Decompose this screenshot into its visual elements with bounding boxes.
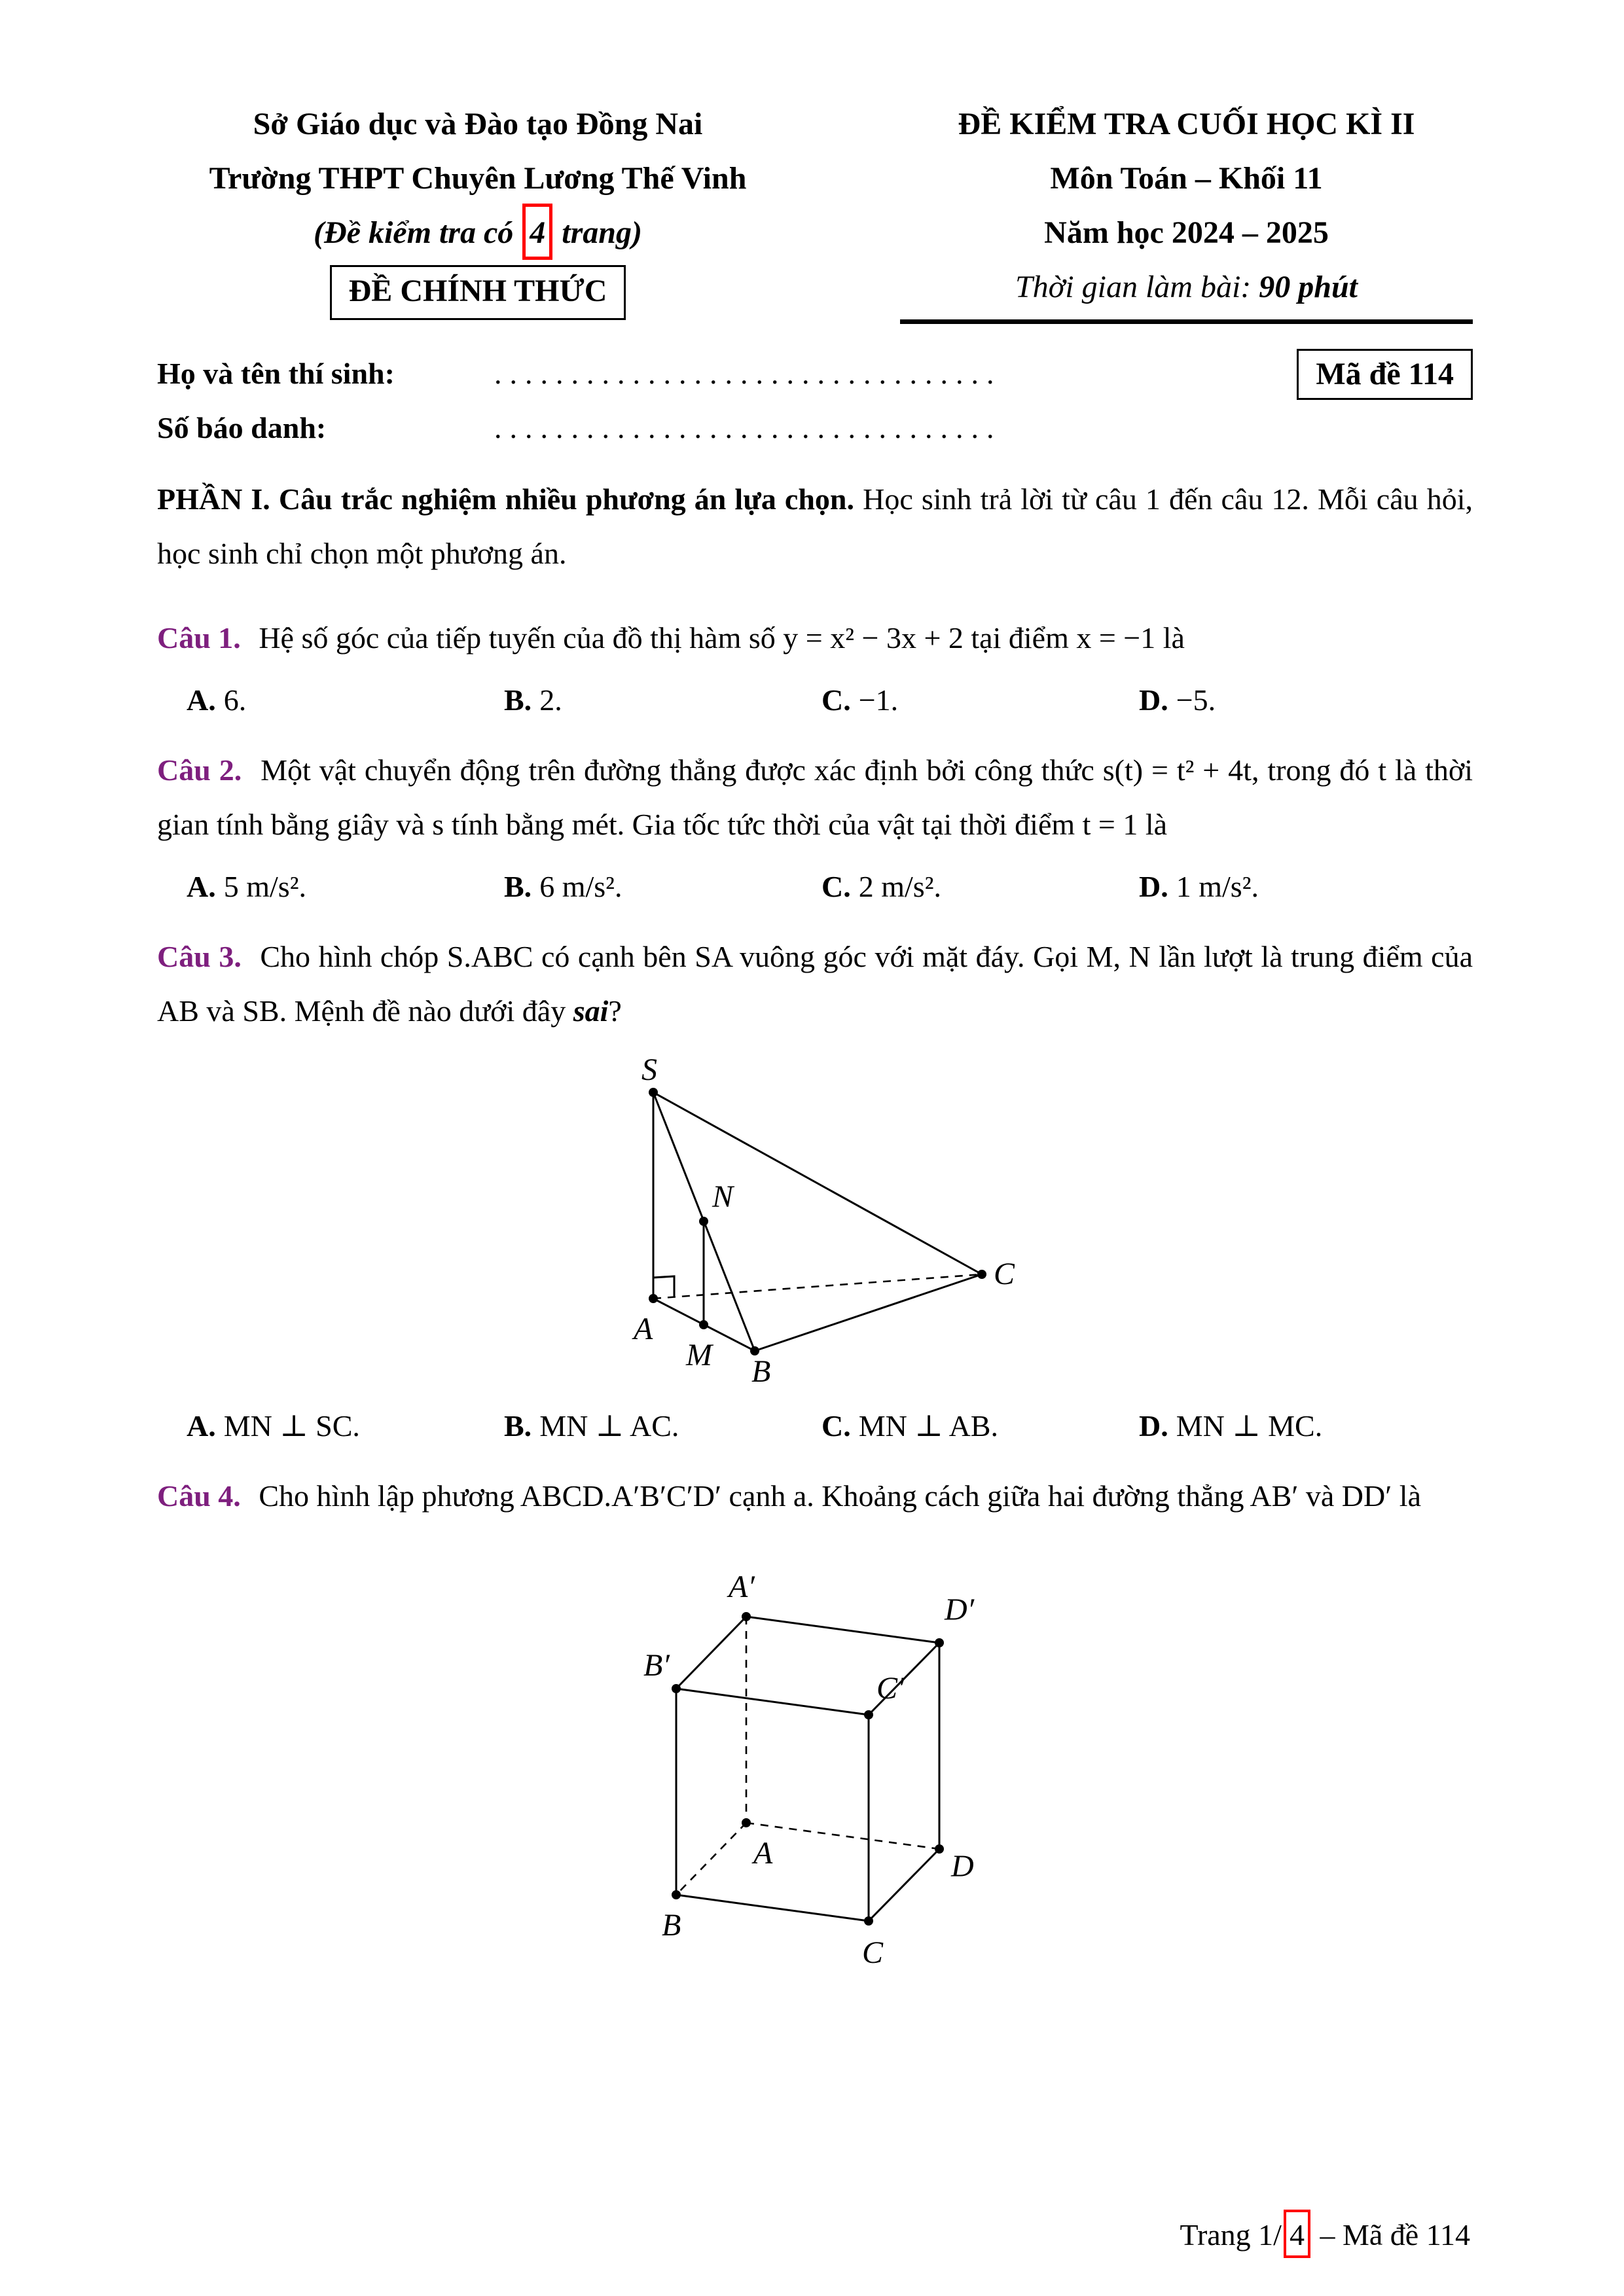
option-b: B. 6 m/s². bbox=[504, 870, 623, 903]
question-1-text: Câu 1. Hệ số góc của tiếp tuyến của đồ thị hàm số y = x² − 3x + 2 tại điểm x = −1 là bbox=[157, 621, 1185, 655]
option-a: A. 5 m/s². bbox=[187, 870, 306, 903]
pyramid-label-N: N bbox=[712, 1179, 734, 1214]
question-1 bbox=[157, 611, 1473, 727]
student-id-row bbox=[157, 401, 1473, 455]
subject-grade: Môn Toán – Khối 11 bbox=[1050, 161, 1323, 196]
student-id-fill-line: ................................. bbox=[494, 411, 1002, 444]
header-rule bbox=[900, 319, 1473, 324]
question-1-number: Câu 1. bbox=[157, 621, 241, 655]
student-id-label: Số báo danh: bbox=[157, 411, 327, 444]
header bbox=[157, 97, 1473, 324]
official-exam-box: ĐỀ CHÍNH THỨC bbox=[330, 265, 626, 320]
question-2-text: Câu 2. Một vật chuyển động trên đường thẳng được xác định bởi công thức s(t) = t² + 4t, trong đó t là thời gian tính bằng giây và s tính bằng mét. Gia tốc tức thời của vật tại thời điểm t = 1 là bbox=[157, 753, 1473, 841]
student-name-row bbox=[157, 346, 1473, 401]
page-count-highlight: 4 bbox=[522, 204, 552, 260]
option-c: C. MN ⊥ AB. bbox=[821, 1409, 998, 1443]
pyramid-label-S: S bbox=[641, 1056, 657, 1087]
header-left bbox=[157, 97, 799, 320]
cube-label-B: B bbox=[662, 1908, 681, 1943]
cube-label-A: A bbox=[753, 1836, 773, 1871]
department-name: Sở Giáo dục và Đào tạo Đồng Nai bbox=[253, 107, 703, 141]
student-name-fill-line: ................................. bbox=[494, 357, 1002, 390]
cube-label-D-prime: D′ bbox=[945, 1592, 975, 1627]
pyramid-svg bbox=[615, 1056, 1015, 1384]
question-4-number: Câu 4. bbox=[157, 1479, 241, 1513]
pyramid-label-B: B bbox=[751, 1354, 771, 1384]
question-4 bbox=[157, 1469, 1473, 1974]
pyramid-label-A: A bbox=[634, 1312, 653, 1346]
part1-heading: PHẦN I. Câu trắc nghiệm nhiều phương án lựa chọn. Học sinh trả lời từ câu 1 đến câu 12. Mỗi câu hỏi, học sinh chỉ chọn một phương án. bbox=[157, 482, 1473, 570]
question-4-text: Câu 4. Cho hình lập phương ABCD.A′B′C′D′ cạnh a. Khoảng cách giữa hai đường thẳng AB′ và DD′ là bbox=[157, 1479, 1422, 1513]
school-name: Trường THPT Chuyên Lương Thế Vinh bbox=[209, 161, 747, 196]
page-footer: Trang 1/ 4 – Mã đề 114 bbox=[1180, 2219, 1470, 2250]
question-2-options bbox=[157, 859, 1473, 914]
page-count-note: (Đề kiểm tra có 4 trang) bbox=[157, 206, 799, 260]
option-a: A. 6. bbox=[187, 683, 247, 717]
cube-label-B-prime: B′ bbox=[643, 1648, 670, 1683]
question-3 bbox=[157, 929, 1473, 1453]
footer-page-highlight: 4 bbox=[1284, 2210, 1310, 2258]
question-3-options bbox=[157, 1399, 1473, 1453]
option-c: C. −1. bbox=[821, 683, 899, 717]
question-3-emphasis: sai bbox=[573, 994, 609, 1028]
pyramid-figure bbox=[157, 1056, 1473, 1391]
question-2-number: Câu 2. bbox=[157, 753, 242, 787]
cube-label-C: C bbox=[862, 1935, 884, 1967]
option-c: C. 2 m/s². bbox=[821, 870, 941, 903]
pyramid-label-M: M bbox=[686, 1338, 712, 1372]
option-d: D. MN ⊥ MC. bbox=[1139, 1409, 1323, 1443]
student-info bbox=[157, 346, 1473, 455]
question-1-options bbox=[157, 673, 1473, 727]
exam-title: ĐỀ KIỂM TRA CUỐI HỌC KÌ II bbox=[958, 107, 1415, 141]
pyramid-label-C: C bbox=[994, 1257, 1015, 1291]
cube-label-A-prime: A′ bbox=[729, 1570, 755, 1604]
exam-duration: Thời gian làm bài: 90 phút bbox=[1015, 270, 1358, 304]
option-a: A. MN ⊥ SC. bbox=[187, 1409, 360, 1443]
exam-code-badge: Mã đề 114 bbox=[1297, 349, 1473, 400]
student-name-label: Họ và tên thí sinh: bbox=[157, 357, 395, 390]
question-3-number: Câu 3. bbox=[157, 940, 242, 973]
option-d: D. 1 m/s². bbox=[1139, 870, 1259, 903]
cube-label-C-prime: C′ bbox=[876, 1671, 905, 1706]
cube-svg bbox=[632, 1541, 998, 1967]
question-3-text: Câu 3. Cho hình chóp S.ABC có cạnh bên SA vuông góc với mặt đáy. Gọi M, N lần lượt là trung điểm của AB và SB. Mệnh đề nào dưới đây sai? bbox=[157, 940, 1473, 1028]
header-right bbox=[900, 97, 1473, 324]
cube-figure bbox=[157, 1541, 1473, 1974]
option-b: B. 2. bbox=[504, 683, 562, 717]
question-2 bbox=[157, 743, 1473, 914]
cube-label-D: D bbox=[951, 1849, 974, 1884]
school-year: Năm học 2024 – 2025 bbox=[1044, 215, 1329, 250]
option-d: D. −5. bbox=[1139, 683, 1216, 717]
option-b: B. MN ⊥ AC. bbox=[504, 1409, 679, 1443]
right-angle-mark bbox=[653, 1276, 674, 1297]
